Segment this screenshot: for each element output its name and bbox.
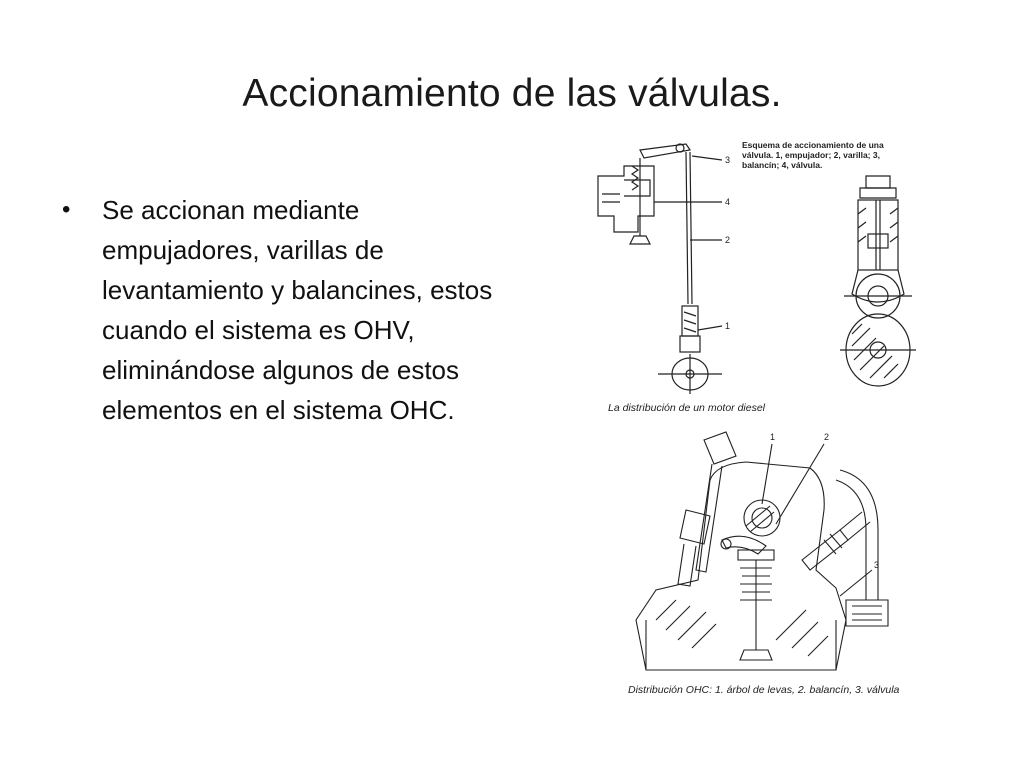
ohv-callout-1: 1: [725, 321, 731, 331]
ohc-cutaway-diagram: [626, 420, 896, 680]
ohc-callout-2: 2: [824, 432, 830, 442]
bullet-text: Se accionan mediante empujadores, varillas de levantamiento y balancines, estos cuando el sistema es OHV, eliminándose algunos de estos elementos en el sistema OHC.: [102, 195, 493, 425]
ohv-callout-4: 4: [725, 197, 731, 207]
bullet-item: [62, 190, 502, 430]
ohv-callout-2: 2: [725, 235, 731, 245]
bullet-list: [62, 190, 502, 430]
ohv-callout-3: 3: [725, 155, 731, 165]
ohc-callout-3: 3: [874, 560, 880, 570]
diesel-distribution-caption: La distribución de un motor diesel: [608, 402, 766, 414]
ohc-diagram-caption: Distribución OHC: 1. árbol de levas, 2. balancín, 3. válvula: [628, 684, 900, 696]
ohv-valve-train-diagram: [594, 136, 744, 398]
lifter-cam-detail-diagram: [838, 174, 918, 396]
ohc-callout-1: 1: [770, 432, 776, 442]
bullet-dot-icon: •: [62, 196, 71, 223]
ohv-diagram-caption: Esquema de accionamiento de una válvula. 1, empujador; 2, varilla; 3, balancín; 4, válvula.: [742, 140, 884, 170]
slide-title: Accionamiento de las válvulas.: [242, 72, 782, 115]
